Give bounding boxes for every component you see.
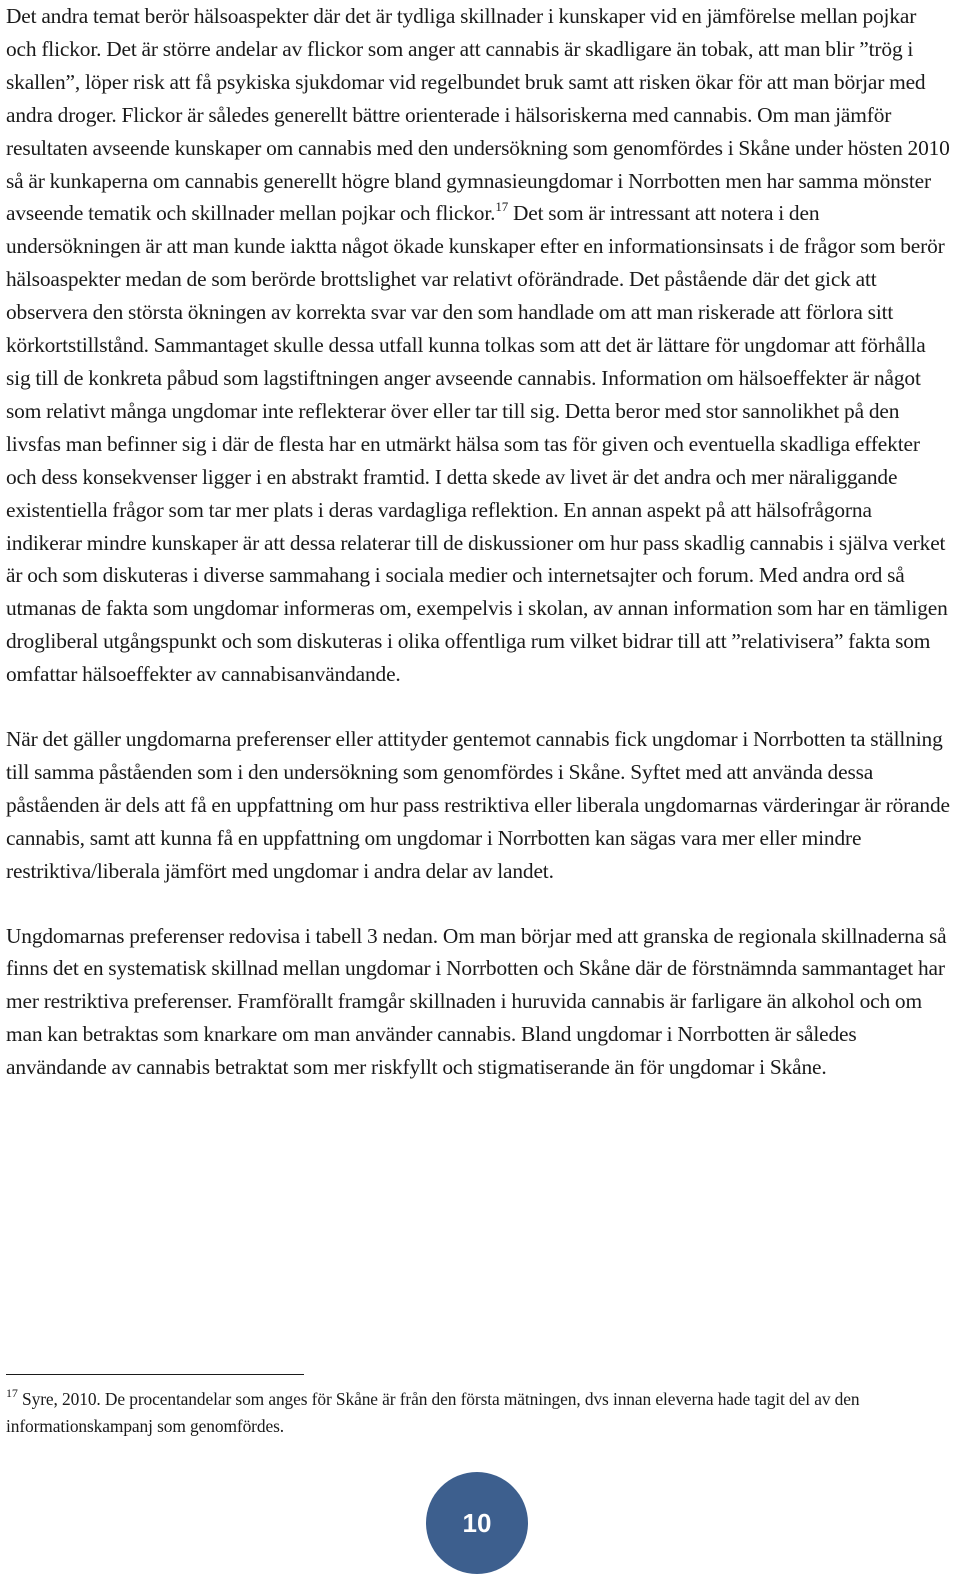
page-number-badge	[426, 1472, 528, 1574]
paragraph-health-aspects	[6, 0, 950, 691]
footnote-number: 17	[6, 1386, 18, 1400]
footnote-text: Syre, 2010. De procentandelar som anges för Skåne är från den första mätningen, dvs innan eleverna hade tagit del av den informationskampanj som genomfördes.	[6, 1389, 860, 1436]
document-body	[6, 0, 950, 1084]
footnote-reference[interactable]: 17	[495, 199, 509, 215]
footnote-divider	[6, 1374, 304, 1375]
paragraph-text-continued: Det som är intressant att notera i den undersökningen är att man kunde iaktta något ökade kunskaper efter en informationsinsats i de frågor som berör hälsoaspekter medan de som berörde brottslighet var relativt oförändrade. Det påstående där det gick att observera den största ökningen av korrekta svar var den som handlade om att man riskerade att förlora sitt körkortstillstånd. Sammantaget skulle dessa utfall kunna tolkas som att det är lättare för ungdomar att förhålla sig till de konkreta påbud som lagstiftningen anger avseende cannabis. Information om hälsoeffekter är något som relativt många ungdomar inte reflekterar över eller tar till sig. Detta beror med stor sannolikhet på den livsfas man befinner sig i där de flesta har en utmärkt hälsa som tas för given och eventuella skadliga effekter och dess konsekvenser ligger i en abstrakt framtid. I detta skede av livet är det andra och mer näraliggande existentiella frågor som tar mer plats i deras vardagliga reflektion. En annan aspekt på att hälsofrågorna indikerar mindre kunskaper är att dessa relaterar till de diskussioner om hur pass skadlig cannabis i själva verket är och som diskuteras i diverse sammahang i sociala medier och internetsajter och forum. Med andra ord så utmanas de fakta som ungdomar informeras om, exempelvis i skolan, av annan information som har en tämligen drogliberal utgångspunkt och som diskuteras i olika offentliga rum vilket bidrar till att ”relativisera” fakta som omfattar hälsoeffekter av cannabisanvändande.	[6, 201, 948, 687]
page-number: 10	[462, 1507, 492, 1538]
paragraph-text: Det andra temat berör hälsoaspekter där det är tydliga skillnader i kunskaper vid en jämförelse mellan pojkar och flickor. Det är större andelar av flickor som anger att cannabis är skadligare än tobak, att man blir ”trög i skallen”, löper risk att få psykiska sjukdomar vid regelbundet bruk samt att risken ökar för att man börjar med andra droger. Flickor är således generellt bättre orienterade i hälsoriskerna med cannabis. Om man jämför resultaten avseende kunskaper om cannabis med den undersökning som genomfördes i Skåne under hösten 2010 så är kunkaperna om cannabis generellt högre bland gymnasieungdomar i Norrbotten men har samma mönster avseende tematik och skillnader mellan pojkar och flickor.	[6, 4, 950, 226]
paragraph-preferences: När det gäller ungdomarna preferenser eller attityder gentemot cannabis fick ungdomar i Norrbotten ta ställning till samma påståenden som i den undersökning som genomfördes i Skåne. Syftet med att använda dessa påståenden är dels att få en uppfattning om hur pass restriktiva eller liberala ungdomarnas värderingar är rörande cannabis, samt att kunna få en uppfattning om ungdomar i Norrbotten kan sägas vara mer eller mindre restriktiva/liberala jämfört med ungdomar i andra delar av landet.	[6, 727, 950, 883]
paragraph-table-reference: Ungdomarnas preferenser redovisa i tabell 3 nedan. Om man börjar med att granska de regionala skillnaderna så finns det en systematisk skillnad mellan ungdomar i Norrbotten och Skåne där de förstnämnda sammantaget har mer restriktiva preferenser. Framförallt framgår skillnaden i huruvida cannabis är farligare än alkohol och om man kan betraktas som knarkare om man använder cannabis. Bland ungdomar i Norrbotten är således användande av cannabis betraktat som mer riskfyllt och stigmatiserande än för ungdomar i Skåne.	[6, 923, 947, 1080]
footnote	[6, 1386, 950, 1440]
